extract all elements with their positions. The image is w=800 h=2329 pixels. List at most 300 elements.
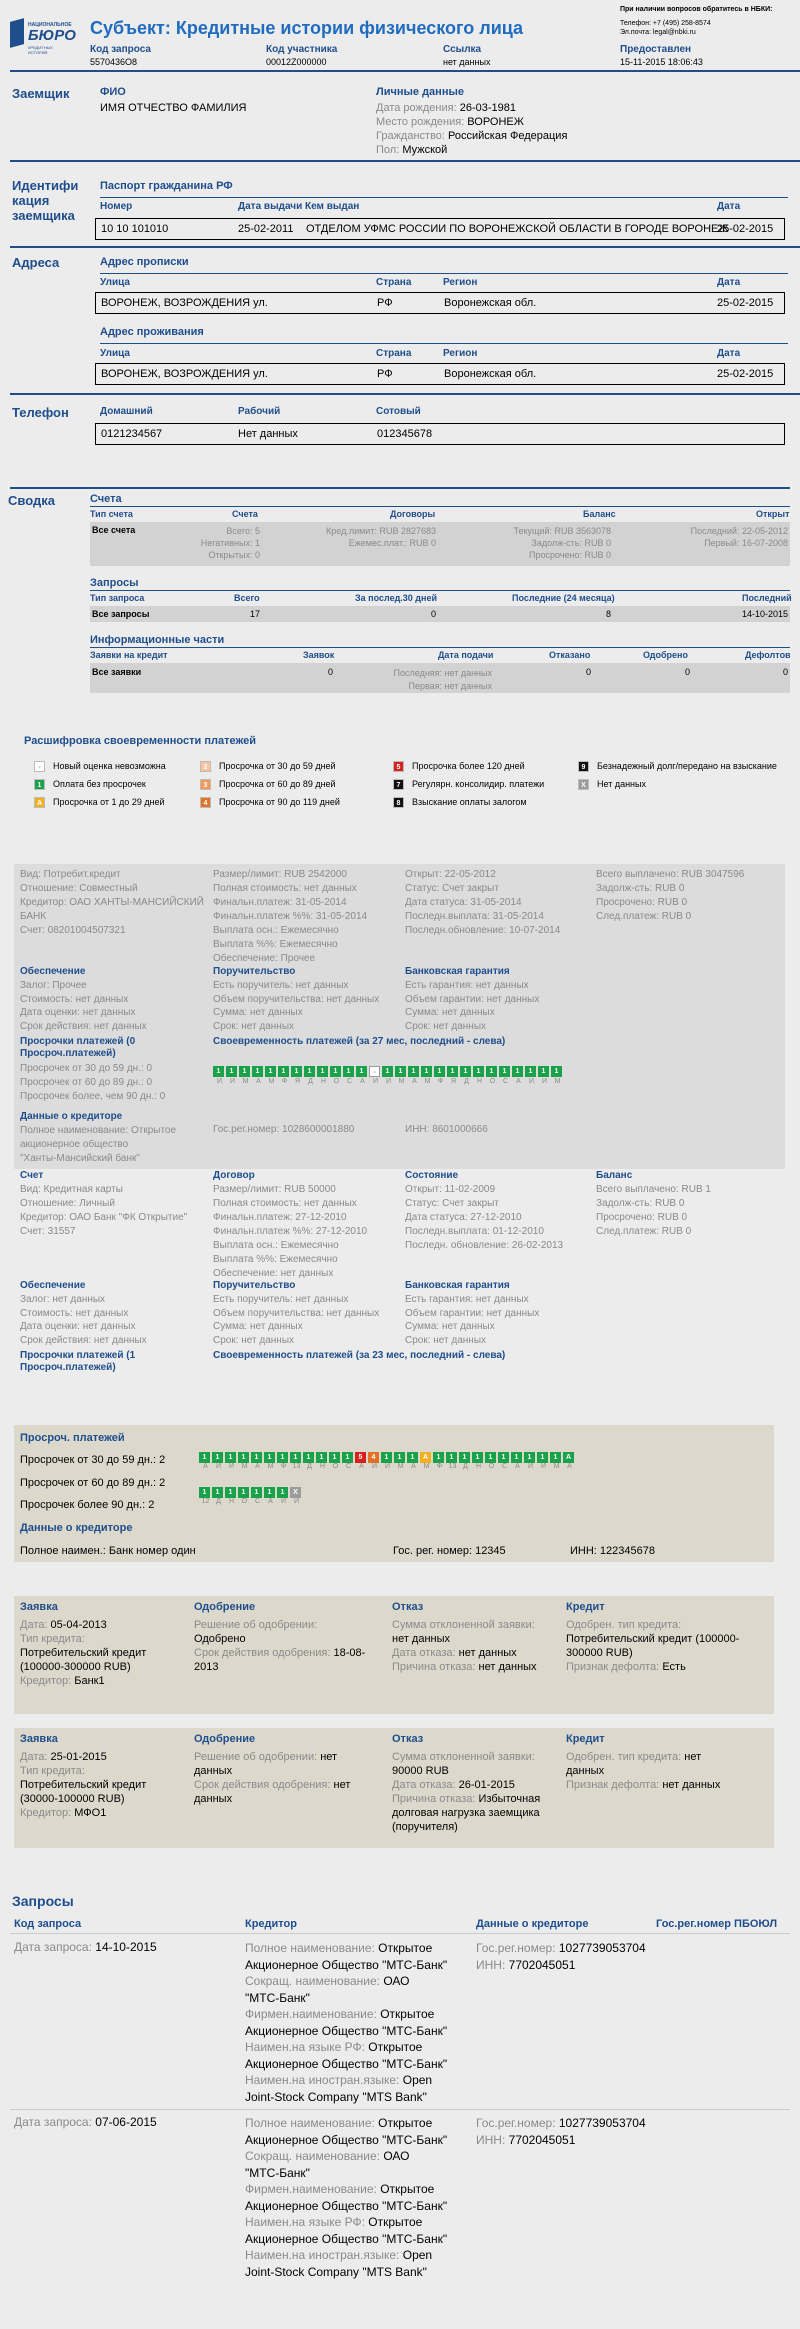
- legend-square: 7: [393, 779, 404, 790]
- application-line: [392, 1618, 567, 1632]
- live-address-row: ВОРОНЕЖ, ВОЗРОЖДЕНИЯ ул. РФ Воронежская обл. 25-02-2015: [95, 363, 785, 385]
- legend-square: 9: [578, 761, 589, 772]
- payment-square: 1: [239, 1066, 250, 1077]
- requests-30: 0: [430, 609, 436, 619]
- account-1-bank: Есть гарантия: нет данных Объем гарантии: нет данных Сумма: нет данных Срок: нет данных: [405, 980, 540, 1032]
- application-line: [392, 1660, 567, 1674]
- hdr-value-link: нет данных: [443, 57, 491, 67]
- application-value: Избыточная: [478, 1793, 541, 1805]
- application-line: [566, 1778, 741, 1792]
- col-request-type: Тип запроса: [90, 593, 145, 603]
- birth-date: Дата рождения: 26-03-1981: [376, 102, 516, 114]
- sex: Пол: Мужской: [376, 144, 448, 156]
- reg-address-title: Адрес прописки: [100, 256, 189, 268]
- month-letter: О: [241, 1498, 248, 1505]
- application-line: [194, 1750, 369, 1764]
- request-date-label: Дата запроса:: [14, 2115, 92, 2129]
- account-2-col2: Размер/лимит: RUB 50000 Полная стоимость: нет данных Финальн.платеж: 27-12-2010 Финальн.платеж %%: 27-12-2010 Выплата осн.: Ежемесячно Выплата %%: Ежемесячно Обеспечение: нет данных: [213, 1184, 368, 1279]
- month-letter: Н: [320, 1078, 327, 1085]
- section-phone: Телефон: [12, 405, 69, 420]
- legend-item: [578, 779, 646, 790]
- month-letter: М: [424, 1078, 431, 1085]
- request-reg: [476, 1940, 646, 1957]
- request-label: Фирмен.наименование:: [245, 2007, 377, 2021]
- reg-address-row: ВОРОНЕЖ, ВОЗРОЖДЕНИЯ ул. РФ Воронежская обл. 25-02-2015: [95, 292, 785, 314]
- payment-square: 1: [212, 1487, 223, 1498]
- payment-square: 1: [407, 1452, 418, 1463]
- application-head: Одобрение: [194, 1601, 256, 1613]
- request-reg-value: 1027739053704: [558, 2116, 646, 2130]
- request-creditor-line: [245, 2039, 470, 2056]
- legend-text: Регулярн. консолидир. платежи: [412, 779, 545, 789]
- hdr-value-member-code: 00012Z000000: [266, 57, 327, 67]
- application-label: Дата:: [20, 1619, 48, 1631]
- request-label: Сокращ. наименование:: [245, 2149, 380, 2163]
- request-value: Открытое: [380, 2007, 435, 2021]
- legend-text: Взыскание оплаты залогом: [412, 797, 527, 807]
- legend-text: Новый оценка невозможна: [53, 761, 166, 771]
- request-value: Открытое: [380, 2182, 435, 2196]
- application-value: нет данных: [662, 1779, 721, 1791]
- info-row-dates: Последняя: нет данных Первая: нет данных: [393, 668, 492, 691]
- month-letter: Д: [307, 1463, 312, 1470]
- requests-row-label: Все запросы: [92, 609, 150, 619]
- col-pboul: Гос.рег.номер ПБОЮЛ: [656, 1918, 778, 1930]
- month-letter: Ф: [281, 1078, 288, 1085]
- legend-item: [34, 761, 166, 772]
- legend-item: [393, 779, 544, 790]
- col-last-30: За послед.30 дней: [355, 593, 437, 603]
- application-value: Потребительский кредит: [20, 1647, 147, 1659]
- application-col: [392, 1618, 567, 1674]
- account-1-reg-number: Гос.рег.номер: 1028600001880: [213, 1124, 355, 1135]
- month-letter: М: [553, 1463, 560, 1470]
- legend-text: Нет данных: [597, 779, 646, 789]
- payment-square: 1: [408, 1066, 419, 1077]
- section-borrower: Заемщик: [12, 86, 70, 101]
- application-label: Признак дефолта:: [566, 1779, 660, 1791]
- legend-item: [34, 797, 165, 808]
- month-letter: М: [423, 1463, 430, 1470]
- application-value: (поручителя): [392, 1821, 458, 1833]
- month-letter: А: [360, 1078, 365, 1085]
- payment-square: 1: [498, 1452, 509, 1463]
- hdr-value-request-code: 5570436О8: [90, 57, 138, 67]
- divider: [90, 506, 790, 507]
- request-label: Наимен.на языке РФ:: [245, 2040, 365, 2054]
- overdue-30-59: Просрочек от 30 до 59 дн.: 2: [20, 1454, 166, 1466]
- info-row-approved: 0: [684, 667, 690, 677]
- month-letter: Я: [294, 1078, 301, 1085]
- application-value: данных: [194, 1793, 233, 1805]
- application-value: 25-01-2015: [50, 1751, 107, 1763]
- application-line: [392, 1792, 567, 1806]
- legend-item: [578, 761, 777, 772]
- passport-row: 10 10 101010 25-02-2011 ОТДЕЛОМ УФМС РОССИИ ПО ВОРОНЕЖСКОЙ ОБЛАСТИ В ГОРОДЕ ВОРОНЕЖ 25-02-2015: [95, 218, 785, 240]
- payment-square: 1: [525, 1066, 536, 1077]
- month-letter: И: [229, 1078, 236, 1085]
- payment-square: X: [290, 1487, 301, 1498]
- divider: [10, 1933, 790, 1934]
- month-letter: А: [516, 1078, 521, 1085]
- payment-square: 1: [199, 1452, 210, 1463]
- account-1-col3: Открыт: 22-05-2012 Статус: Счет закрыт Дата статуса: 31-05-2014 Последн.выплата: 31-05-2014 Последн.обновление: 10-07-2014: [405, 869, 561, 936]
- legend-item: [200, 779, 336, 790]
- col-street: Улица: [100, 348, 130, 359]
- payment-square: 1: [485, 1452, 496, 1463]
- request-creditor: [245, 2115, 470, 2280]
- payment-square: 1: [446, 1452, 457, 1463]
- legend-text: Безнадежный долг/передано на взыскание: [597, 761, 777, 771]
- fio-value: ИМЯ ОТЧЕСТВО ФАМИЛИЯ: [100, 102, 247, 114]
- month-letter: И: [228, 1463, 235, 1470]
- application-label: Причина отказа:: [392, 1661, 476, 1673]
- request-reg-label: Гос.рег.номер:: [476, 2116, 556, 2130]
- account-1-timeliness-title: Своевременность платежей (за 27 мес, последний - слева): [213, 1036, 506, 1047]
- request-creditor-line: [245, 2072, 470, 2089]
- month-letter: М: [241, 1463, 248, 1470]
- request-creditor-line: [245, 2247, 470, 2264]
- payment-square: 1: [538, 1066, 549, 1077]
- application-line: [392, 1632, 567, 1646]
- birth-place: Место рождения: ВОРОНЕЖ: [376, 116, 524, 128]
- application-label: Сумма отклоненной заявки:: [392, 1619, 535, 1631]
- divider: [90, 590, 790, 591]
- request-label: Наимен.на иностран.языке:: [245, 2248, 400, 2262]
- application-line: [392, 1764, 567, 1778]
- month-letter: Д: [463, 1463, 468, 1470]
- month-letter: Н: [476, 1078, 483, 1085]
- application-col: [194, 1618, 369, 1674]
- live-address-title: Адрес проживания: [100, 326, 204, 338]
- col-creditor: Кредитор: [245, 1918, 297, 1930]
- payment-square: 1: [316, 1452, 327, 1463]
- hdr-label-request-code: Код запроса: [90, 44, 151, 55]
- payment-square: 1: [238, 1452, 249, 1463]
- request-label: Полное наименование:: [245, 2116, 375, 2130]
- payment-square: 1: [343, 1066, 354, 1077]
- month-letter: А: [268, 1498, 273, 1505]
- application-line: [566, 1660, 741, 1674]
- application-line: [566, 1750, 741, 1778]
- divider: [10, 246, 800, 248]
- month-letter: С: [345, 1463, 352, 1470]
- application-line: [194, 1778, 369, 1792]
- payment-square: 1: [472, 1452, 483, 1463]
- request-creditor-line: [245, 2089, 470, 2106]
- application-label: Тип кредита:: [20, 1765, 85, 1777]
- month-letter: Д: [308, 1078, 313, 1085]
- month-letter: О: [489, 1078, 496, 1085]
- request-label: Наимен.на иностран.языке:: [245, 2073, 400, 2087]
- application-label: Решение об одобрении:: [194, 1619, 318, 1631]
- month-letter: 13: [448, 1463, 457, 1470]
- application-value: Есть: [662, 1661, 686, 1673]
- payment-square: 1: [382, 1066, 393, 1077]
- requests-summary-title: Запросы: [90, 577, 139, 589]
- payment-square: 1: [225, 1452, 236, 1463]
- legend-text: Просрочка от 1 до 29 дней: [53, 797, 165, 807]
- col-last-24m: Последние (24 месяца): [512, 593, 615, 603]
- application-value: долговая нагрузка заемщика: [392, 1807, 540, 1819]
- application-value: нет данных: [392, 1633, 451, 1645]
- request-date-label: Дата запроса:: [14, 1940, 92, 1954]
- payment-square: 1: [317, 1066, 328, 1077]
- col-last: Последний: [742, 593, 792, 603]
- payment-square: 5: [355, 1452, 366, 1463]
- col-region: Регион: [443, 277, 478, 288]
- col-date: Дата: [717, 348, 741, 359]
- application-label: Признак дефолта:: [566, 1661, 660, 1673]
- application-value: нет данных: [458, 1647, 517, 1659]
- request-inn-value: 7702045051: [508, 2132, 576, 2147]
- application-head: Заявка: [20, 1601, 58, 1613]
- month-letter: О: [332, 1463, 339, 1470]
- request-inn-label: ИНН:: [476, 1957, 506, 1972]
- overdue-panel: [14, 1425, 774, 1562]
- account-1-col2: Размер/лимит: RUB 2542000 Полная стоимость: нет данных Финальн.платеж: 31-05-2014 Финальн.платеж %%: 31-05-2014 Выплата осн.: Ежемесячно Выплата %%: Ежемесячно Обеспечение: Прочее: [213, 869, 368, 964]
- month-letter: А: [567, 1463, 572, 1470]
- requests-row-bg: [90, 606, 790, 622]
- hdr-label-provided: Предоставлен: [620, 44, 692, 55]
- request-inn: [476, 1957, 646, 1974]
- payment-square: A: [420, 1452, 431, 1463]
- application-line: [20, 1618, 195, 1632]
- payment-square: 1: [356, 1066, 367, 1077]
- account-2-col1: Вид: Кредитная карты Отношение: Личный Кредитор: ОАО Банк "ФК Открытие" Счет: 31557: [20, 1184, 188, 1237]
- report-title: Субъект: Кредитные истории физического лица: [90, 18, 524, 38]
- col-rejected: Отказано: [549, 650, 591, 660]
- month-letter: И: [541, 1078, 548, 1085]
- nbki-logo: [10, 14, 76, 55]
- requests-title: Запросы: [12, 1893, 74, 1909]
- request-creditor-line: [245, 2264, 470, 2281]
- application-col: [392, 1750, 567, 1834]
- request-creditor-line: [245, 1990, 470, 2007]
- col-contracts: Договоры: [390, 509, 436, 519]
- account-1-guarantee: Есть поручитель: нет данных Объем поручительства: нет данных Сумма: нет данных Срок: нет данных: [213, 980, 380, 1032]
- request-creditor-line: [245, 2006, 470, 2023]
- application-label: Решение об одобрении:: [194, 1751, 318, 1763]
- payment-square: 1: [330, 1066, 341, 1077]
- application-value: МФО1: [74, 1807, 107, 1819]
- application-value: 18-08-: [333, 1647, 366, 1659]
- col-date: Дата: [717, 277, 741, 288]
- legend-square: 8: [393, 797, 404, 808]
- month-letter: И: [371, 1463, 378, 1470]
- account-2-head-contract: Договор: [213, 1170, 255, 1181]
- account-2-guarantee-title: Поручительство: [213, 1280, 296, 1291]
- application-label: Срок действия одобрения:: [194, 1779, 331, 1791]
- payment-square: 1: [303, 1452, 314, 1463]
- request-value: ОАО: [383, 2149, 410, 2163]
- month-letter: А: [412, 1078, 417, 1085]
- month-letter: И: [540, 1463, 547, 1470]
- divider: [10, 487, 790, 489]
- application-label: Тип кредита:: [20, 1633, 85, 1645]
- request-creditor-line: [245, 2056, 470, 2073]
- request-reg-label: Гос.рег.номер:: [476, 1941, 556, 1955]
- application-label: Сумма отклоненной заявки:: [392, 1751, 535, 1763]
- account-1-month-letters: [213, 1078, 564, 1085]
- account-1-overdue-title: Просрочки платежей (0 Просроч.платежей): [20, 1036, 136, 1059]
- col-region: Регион: [443, 348, 478, 359]
- application-line: [194, 1618, 369, 1632]
- payment-square: 1: [459, 1452, 470, 1463]
- application-line: [20, 1750, 195, 1764]
- request-value: Открытое: [368, 2215, 423, 2229]
- month-letter: М: [267, 1463, 274, 1470]
- payment-square: 1: [291, 1066, 302, 1077]
- legend-square: 4: [200, 797, 211, 808]
- application-label: Кредитор:: [20, 1675, 72, 1687]
- overdue-month-letters-row2: [199, 1498, 303, 1505]
- payment-square: 1: [238, 1487, 249, 1498]
- col-creditor-data: Данные о кредиторе: [476, 1918, 589, 1930]
- request-reg-value: 1027739053704: [558, 1941, 646, 1955]
- legend-square: X: [578, 779, 589, 790]
- col-balance: Баланс: [583, 509, 616, 519]
- application-line: [194, 1646, 369, 1660]
- request-label: Наимен.на языке РФ:: [245, 2215, 365, 2229]
- payment-square: 1: [486, 1066, 497, 1077]
- application-line: [20, 1764, 195, 1778]
- month-letter: Д: [216, 1498, 221, 1505]
- requests-last: 14-10-2015: [741, 609, 788, 619]
- month-letter: И: [528, 1078, 535, 1085]
- application-head: Отказ: [392, 1601, 424, 1613]
- payment-square: 1: [329, 1452, 340, 1463]
- logo-top: НАЦИОНАЛЬНОЕ: [28, 22, 72, 28]
- application-line: [194, 1660, 369, 1674]
- col-app-count: Заявок: [303, 650, 335, 660]
- month-letter: М: [554, 1078, 561, 1085]
- payment-square: 1: [524, 1452, 535, 1463]
- application-value: нет данных: [478, 1661, 537, 1673]
- payment-square: 1: [512, 1066, 523, 1077]
- accounts-limits: Кред.лимит: RUB 2827683 Ежемес.плат.: RUB 0: [326, 526, 436, 548]
- request-creditor-line: [245, 2214, 470, 2231]
- logo-word: БЮРО: [28, 27, 76, 44]
- request-value: "МТС-Банк": [245, 1990, 310, 2005]
- month-letter: И: [280, 1498, 287, 1505]
- payment-square: 1: [225, 1487, 236, 1498]
- application-line: [20, 1674, 195, 1688]
- overdue-creditor-reg: Гос. рег. номер: 12345: [393, 1545, 506, 1557]
- application-head: Отказ: [392, 1733, 424, 1745]
- application-label: Одобрен. тип кредита:: [566, 1751, 682, 1763]
- col-accounts: Счета: [232, 509, 258, 519]
- request-creditor-data: [476, 2115, 646, 2148]
- application-line: [392, 1646, 567, 1660]
- payment-square: 1: [290, 1452, 301, 1463]
- application-col: [566, 1750, 741, 1792]
- application-label: Одобрен. тип кредита:: [566, 1619, 682, 1631]
- month-letter: 13: [292, 1463, 301, 1470]
- application-head: Заявка: [20, 1733, 58, 1745]
- overdue-creditor-title: Данные о кредиторе: [20, 1522, 133, 1534]
- account-1-col4: Всего выплачено: RUB 3047596 Задолж-сть: RUB 0 Просрочено: RUB 0 След.платеж: RUB 0: [596, 869, 745, 922]
- request-date-value: 07-06-2015: [95, 2115, 157, 2129]
- payment-square: 1: [277, 1487, 288, 1498]
- application-value: 05-04-2013: [50, 1619, 107, 1631]
- application-value: 26-01-2015: [458, 1779, 515, 1791]
- request-value: "МТС-Банк": [245, 2165, 310, 2180]
- col-date: Дата: [717, 201, 741, 212]
- contact-email[interactable]: Эл.почта: legal@nbki.ru: [620, 29, 696, 36]
- month-letter: А: [203, 1463, 208, 1470]
- legend-square: 5: [393, 761, 404, 772]
- legend-square: 1: [34, 779, 45, 790]
- month-letter: С: [346, 1078, 353, 1085]
- request-creditor-line: [245, 2165, 470, 2182]
- accounts-balance: Текущий: RUB 3563078 Задолж-сть: RUB 0 Просрочено: RUB 0: [513, 526, 611, 560]
- account-2-col4: Всего выплачено: RUB 1 Задолж-сть: RUB 0 Просрочено: RUB 0 След.платеж: RUB 0: [596, 1184, 711, 1237]
- month-letter: А: [411, 1463, 416, 1470]
- col-country: Страна: [376, 348, 412, 359]
- request-creditor-line: [245, 2198, 470, 2215]
- phone-row: 0121234567 Нет данных 012345678: [95, 423, 785, 445]
- request-value: Акционерное Общество "МТС-Банк": [245, 1957, 448, 1972]
- month-letter: А: [515, 1463, 520, 1470]
- request-value: Акционерное Общество "МТС-Банк": [245, 2132, 448, 2147]
- application-label: Дата отказа:: [392, 1779, 456, 1791]
- payment-square: 1: [304, 1066, 315, 1077]
- account-1-guarantee-title: Поручительство: [213, 966, 296, 977]
- request-creditor-line: [245, 2231, 470, 2248]
- payment-square: 1: [251, 1487, 262, 1498]
- payment-square: 1: [264, 1487, 275, 1498]
- payment-square: 1: [212, 1452, 223, 1463]
- account-2-bank: Есть гарантия: нет данных Объем гарантии: нет данных Сумма: нет данных Срок: нет данных: [405, 1294, 540, 1346]
- payment-square: 1: [213, 1066, 224, 1077]
- overdue-creditor-name: Полное наимен.: Банк номер один: [20, 1545, 196, 1557]
- legend-square: 2: [200, 761, 211, 772]
- application-label: Причина отказа:: [392, 1793, 476, 1805]
- account-2-timeliness-title: Своевременность платежей (за 23 мес, последний - слева): [213, 1350, 506, 1361]
- month-letter: Ф: [280, 1463, 287, 1470]
- request-value: Открытое: [378, 2116, 433, 2130]
- request-creditor-line: [245, 1940, 470, 1957]
- request-creditor-line: [245, 2132, 470, 2149]
- application-value: нет данных: [566, 1751, 702, 1777]
- legend-item: [200, 797, 340, 808]
- requests-24: 8: [605, 609, 611, 619]
- payment-square: 1: [550, 1452, 561, 1463]
- application-label: Кредитор:: [20, 1807, 72, 1819]
- contact-line1: При наличии вопросов обратитесь в НБКИ:: [620, 6, 773, 13]
- month-letter: О: [333, 1078, 340, 1085]
- divider: [90, 647, 790, 648]
- month-letter: Я: [450, 1078, 457, 1085]
- payment-square: 1: [537, 1452, 548, 1463]
- month-letter: С: [502, 1078, 509, 1085]
- col-number: Номер: [100, 201, 133, 212]
- hdr-label-member-code: Код участника: [266, 44, 338, 55]
- accounts-title: Счета: [90, 493, 122, 505]
- overdue-month-letters-row1: [199, 1463, 576, 1470]
- application-line: [392, 1806, 567, 1820]
- application-value: данных: [194, 1765, 233, 1777]
- legend-item: [393, 797, 527, 808]
- request-value: Open: [402, 2073, 433, 2087]
- application-value: Потребительский кредит (100000-: [566, 1633, 740, 1645]
- account-2-head-account: Счет: [20, 1170, 44, 1181]
- personal-data-label: Личные данные: [376, 86, 464, 98]
- payment-square: 1: [433, 1452, 444, 1463]
- divider: [10, 2109, 790, 2110]
- payment-square: 1: [265, 1066, 276, 1077]
